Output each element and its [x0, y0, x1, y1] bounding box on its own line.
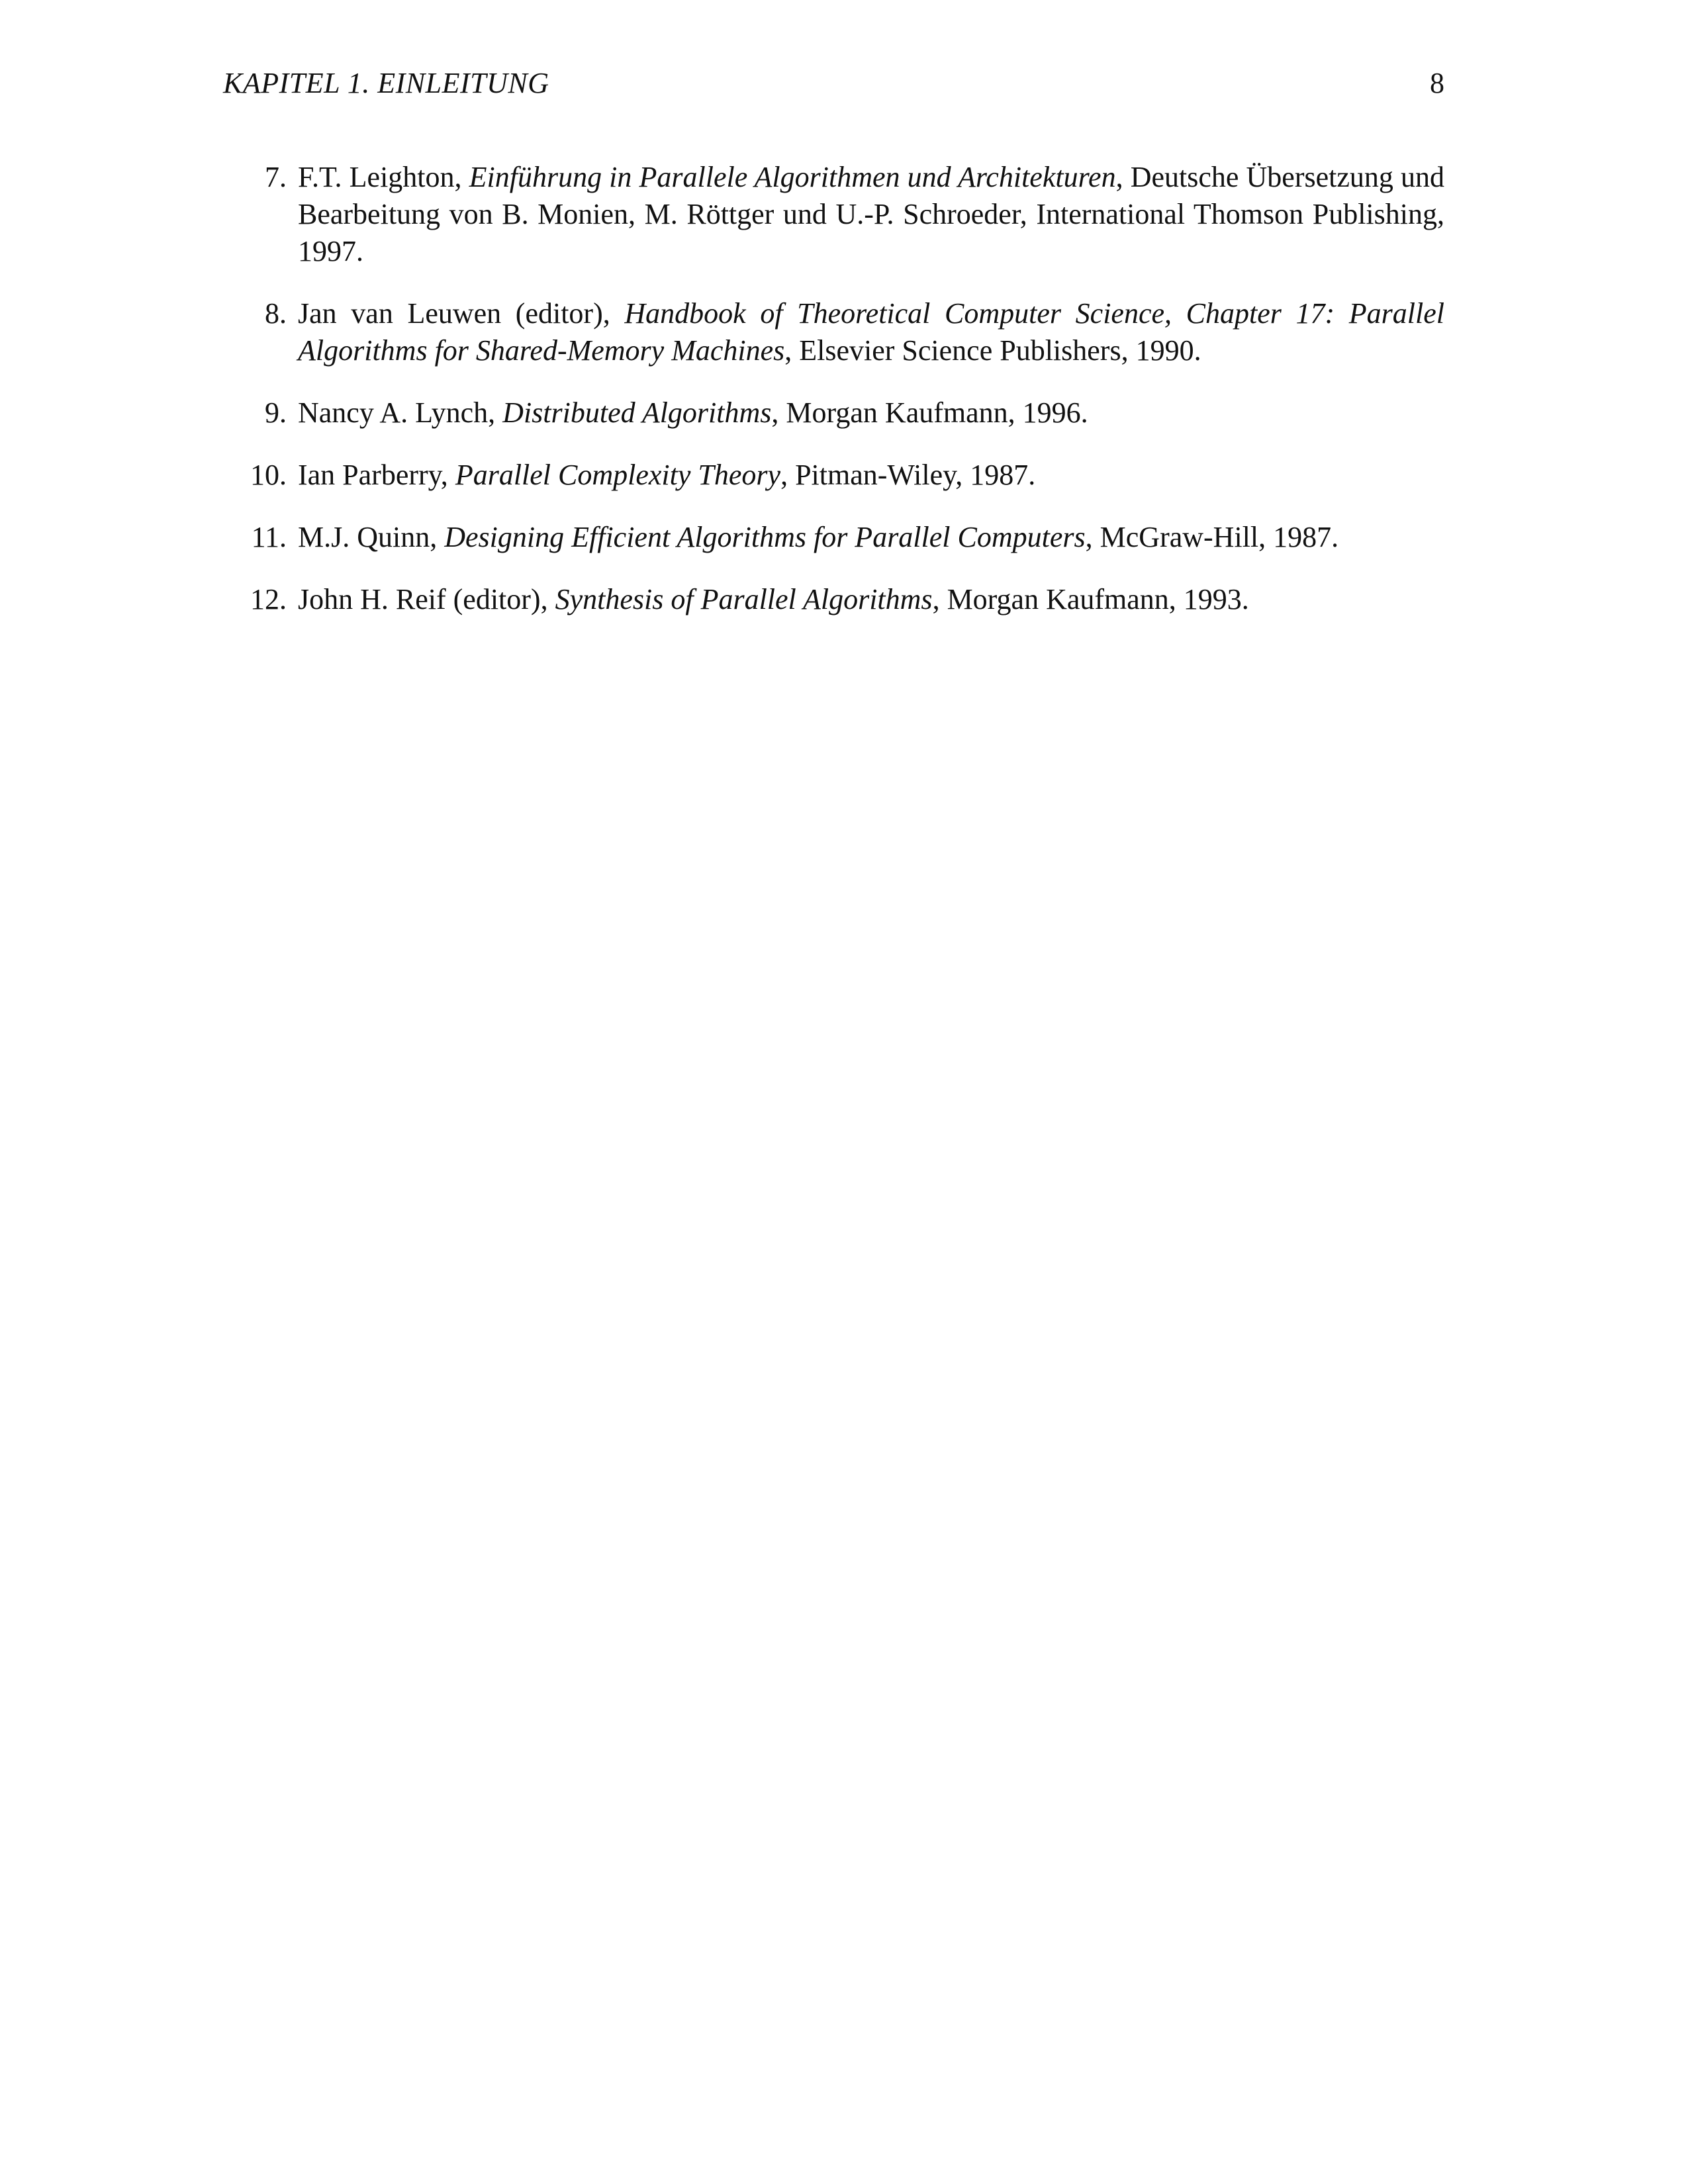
- reference-item-9: [223, 394, 1444, 432]
- reference-authors: M.J. Quinn,: [298, 521, 445, 553]
- reference-text: [298, 159, 1444, 270]
- reference-publisher: , Morgan Kaufmann, 1993.: [932, 583, 1249, 615]
- reference-title: Handbook of Theoretical Computer Science, Chapter 17: Parallel Algorithms for Shared-Memory Machines: [298, 297, 1444, 367]
- chapter-heading: KAPITEL 1. EINLEITUNG: [223, 67, 549, 99]
- reference-title: Synthesis of Parallel Algorithms: [555, 583, 933, 615]
- reference-item-8: [223, 295, 1444, 369]
- reference-number: 12.: [250, 583, 287, 615]
- reference-number: 9.: [265, 396, 287, 429]
- reference-title: Distributed Algorithms: [502, 396, 772, 429]
- reference-number: 11.: [251, 521, 287, 553]
- reference-publisher: , Deutsche Übersetzung und Bearbeitung von B. Monien, M. Röttger und U.-P. Schroeder, International Thomson Publishing, 1997.: [298, 161, 1444, 267]
- reference-text: [298, 581, 1444, 618]
- reference-list: [223, 159, 1444, 643]
- reference-authors: John H. Reif (editor),: [298, 583, 555, 615]
- reference-title: Designing Efficient Algorithms for Parallel Computers: [444, 521, 1086, 553]
- reference-text: [298, 394, 1444, 432]
- reference-publisher: , Pitman-Wiley, 1987.: [780, 459, 1036, 491]
- reference-item-11: [223, 519, 1444, 556]
- reference-publisher: , McGraw-Hill, 1987.: [1085, 521, 1339, 553]
- reference-title: Parallel Complexity Theory: [455, 459, 781, 491]
- reference-text: [298, 519, 1444, 556]
- reference-number: 7.: [265, 161, 287, 193]
- reference-item-7: [223, 159, 1444, 270]
- reference-item-12: [223, 581, 1444, 618]
- running-header: [223, 64, 1444, 103]
- reference-text: [298, 457, 1444, 494]
- reference-title: Einführung in Parallele Algorithmen und Architekturen: [469, 161, 1116, 193]
- reference-publisher: , Morgan Kaufmann, 1996.: [771, 396, 1088, 429]
- reference-authors: F.T. Leighton,: [298, 161, 469, 193]
- reference-text: [298, 295, 1444, 369]
- reference-publisher: , Elsevier Science Publishers, 1990.: [784, 334, 1201, 367]
- reference-authors: Nancy A. Lynch,: [298, 396, 503, 429]
- reference-number: 8.: [265, 297, 287, 330]
- reference-number: 10.: [250, 459, 287, 491]
- reference-authors: Ian Parberry,: [298, 459, 455, 491]
- reference-authors: Jan van Leuwen (editor),: [298, 297, 625, 330]
- reference-item-10: [223, 457, 1444, 494]
- page-number: 8: [1430, 67, 1444, 99]
